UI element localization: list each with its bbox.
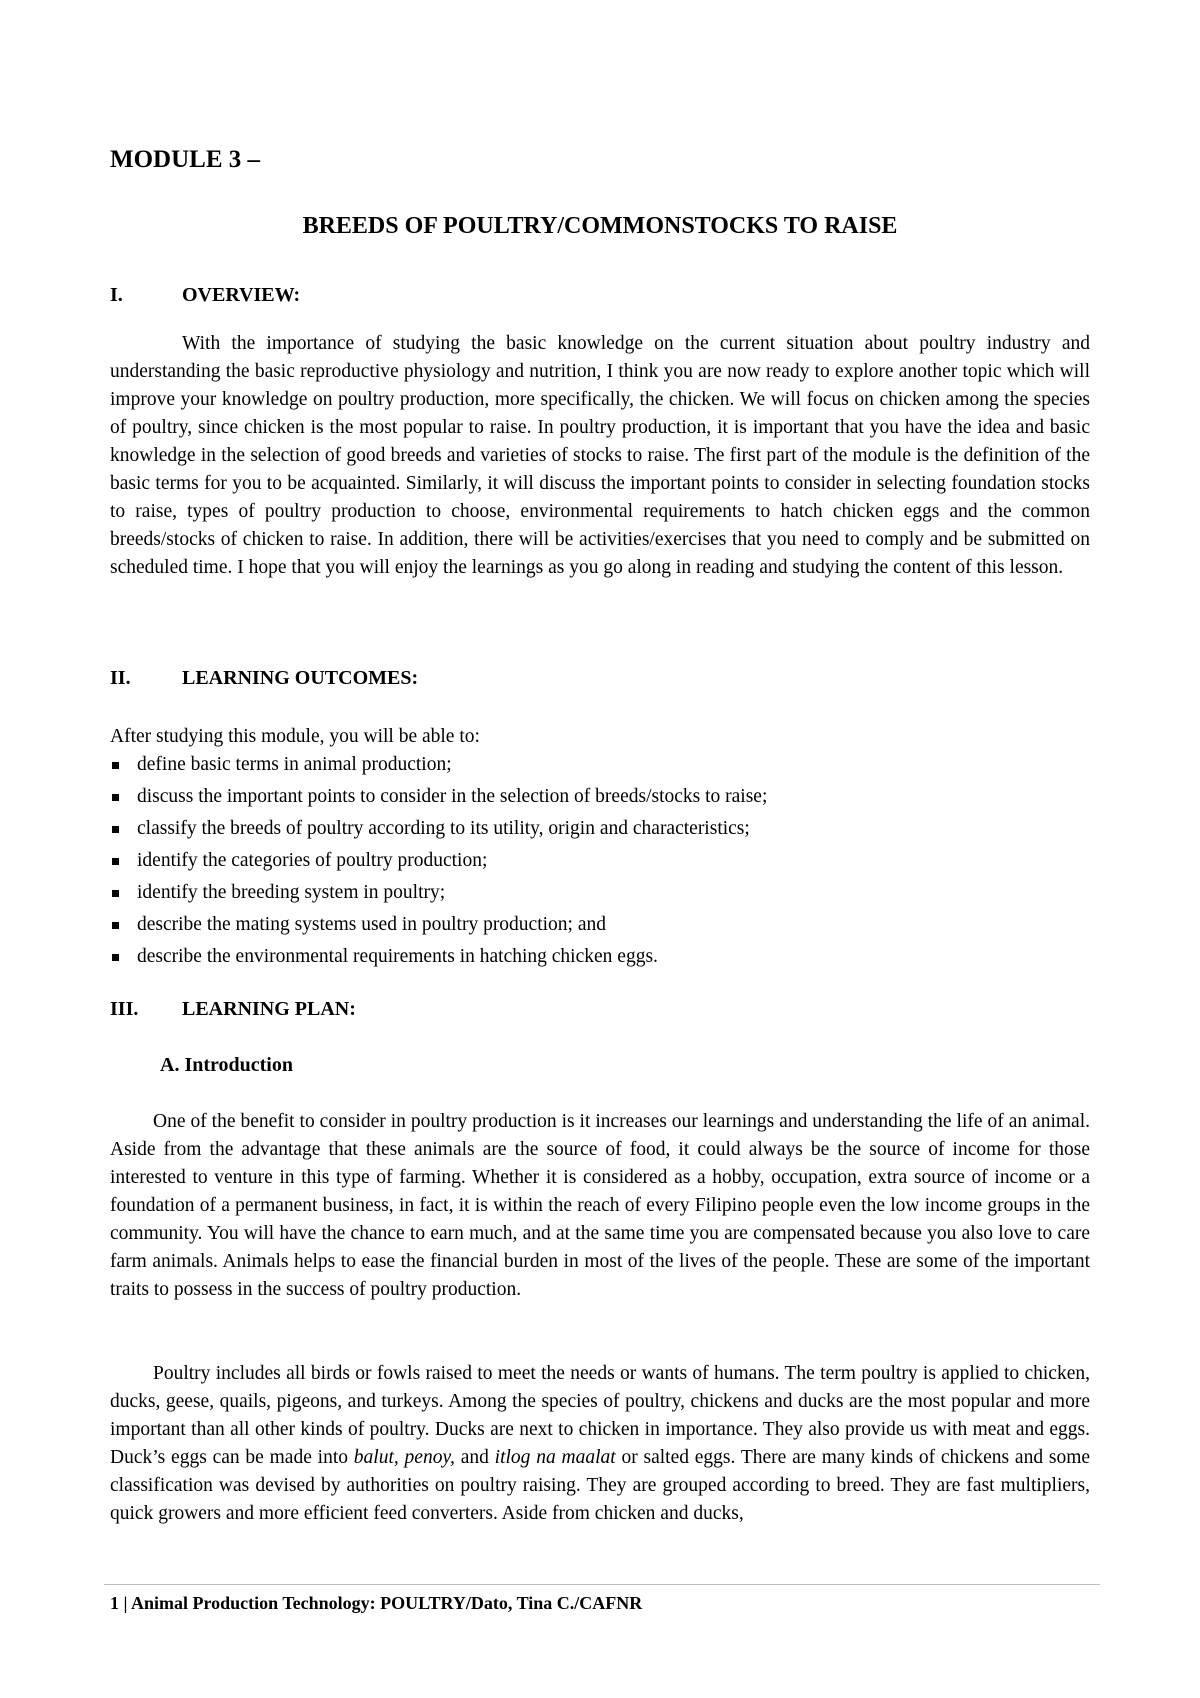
overview-paragraph: With the importance of studying the basic knowledge on the current situation about poultry industry and understanding the basic reproductive physiology and nutrition, I think you are now ready to explore another topic which will improve your knowledge on poultry production, more specifically, the chicken. We will focus on chicken among the species of poultry, since chicken is the most popular to raise. In poultry production, it is important that you have the idea and basic knowledge in the selection of good breeds and varieties of stocks to raise. The first part of the module is the definition of the basic terms for you to be acquainted. Similarly, it will discuss the important points to consider in selecting foundation stocks to raise, types of poultry production to choose, environmental requirements to hatch chicken eggs and the common breeds/stocks of chicken to raise. In addition, there will be activities/exercises that you need to comply and be submitted on scheduled time. I hope that you will enjoy the learnings as you go along in reading and studying the content of this lesson. [110,333,1090,578]
bullet-icon [112,922,119,929]
list-item: identify the breeding system in poultry; [110,877,1090,909]
section-number: II. [110,667,131,689]
bullet-icon [112,826,119,833]
subsection-heading-introduction: A. Introduction [160,1054,293,1076]
section-number: I. [110,284,123,306]
introduction-paragraph-2: Poultry includes all birds or fowls raised to meet the needs or wants of humans. The term poultry is applied to chicken, ducks, geese, quails, pigeons, and turkeys. Among the species of poultry, chickens and ducks are the most popular and more important than all other kinds of poultry. Ducks are next to chicken in importance. They also provide us with meat and eggs. Duck’s eggs can be made into balut, penoy, and itlog na maalat or salted eggs. There are many kinds of chickens and some classification was devised by authorities on poultry raising. They are grouped according to breed. They are fast multipliers, quick growers and more efficient feed converters. Aside from chicken and ducks, [110,1363,1091,1524]
introduction-paragraph-1: One of the benefit to consider in poultry production is it increases our learnings and understanding the life of an animal. Aside from the advantage that these animals are the source of food, it could always be the source of income for those interested to venture in this type of farming. Whether it is considered as a hobby, occupation, extra source of income or a foundation of a permanent business, in fact, it is within the reach of every Filipino people even the low income groups in the community. You will have the chance to earn much, and at the same time you are compensated because you also love to care farm animals. Animals helps to ease the financial burden in most of the lives of the people. These are some of the important traits to possess in the success of poultry production. [110,1111,1090,1300]
page-title: BREEDS OF POULTRY/COMMONSTOCKS TO RAISE [302,213,898,239]
section-heading-outcomes [110,667,418,690]
section-title: LEARNING PLAN: [182,998,356,1020]
section-title: OVERVIEW: [182,284,301,306]
emphasis-text: itlog na maalat [494,1447,616,1468]
bullet-icon [112,858,119,865]
section-title: LEARNING OUTCOMES: [182,667,419,689]
list-item: identify the categories of poultry production; [110,845,1090,877]
section-heading-overview [110,284,300,307]
emphasis-text: balut, penoy, [353,1447,455,1468]
bullet-icon [112,954,119,961]
section-heading-plan [110,998,356,1021]
outcomes-list [110,749,1090,973]
list-item: define basic terms in animal production; [110,749,1090,781]
section-number: III. [110,998,139,1020]
list-item: describe the mating systems used in poultry production; and [110,909,1090,941]
list-item: discuss the important points to consider in the selection of breeds/stocks to raise; [110,781,1090,813]
bullet-icon [112,794,119,801]
outcomes-lead: After studying this module, you will be able to: [110,726,480,747]
list-item: classify the breeds of poultry according to its utility, origin and characteristics; [110,813,1090,845]
footer-divider [104,1584,1100,1585]
bullet-icon [112,762,119,769]
module-label: MODULE 3 – [110,146,260,173]
bullet-icon [112,890,119,897]
list-item: describe the environmental requirements in hatching chicken eggs. [110,941,1090,973]
page-footer: 1 | Animal Production Technology: POULTRY/Dato, Tina C./CAFNR [110,1593,643,1613]
